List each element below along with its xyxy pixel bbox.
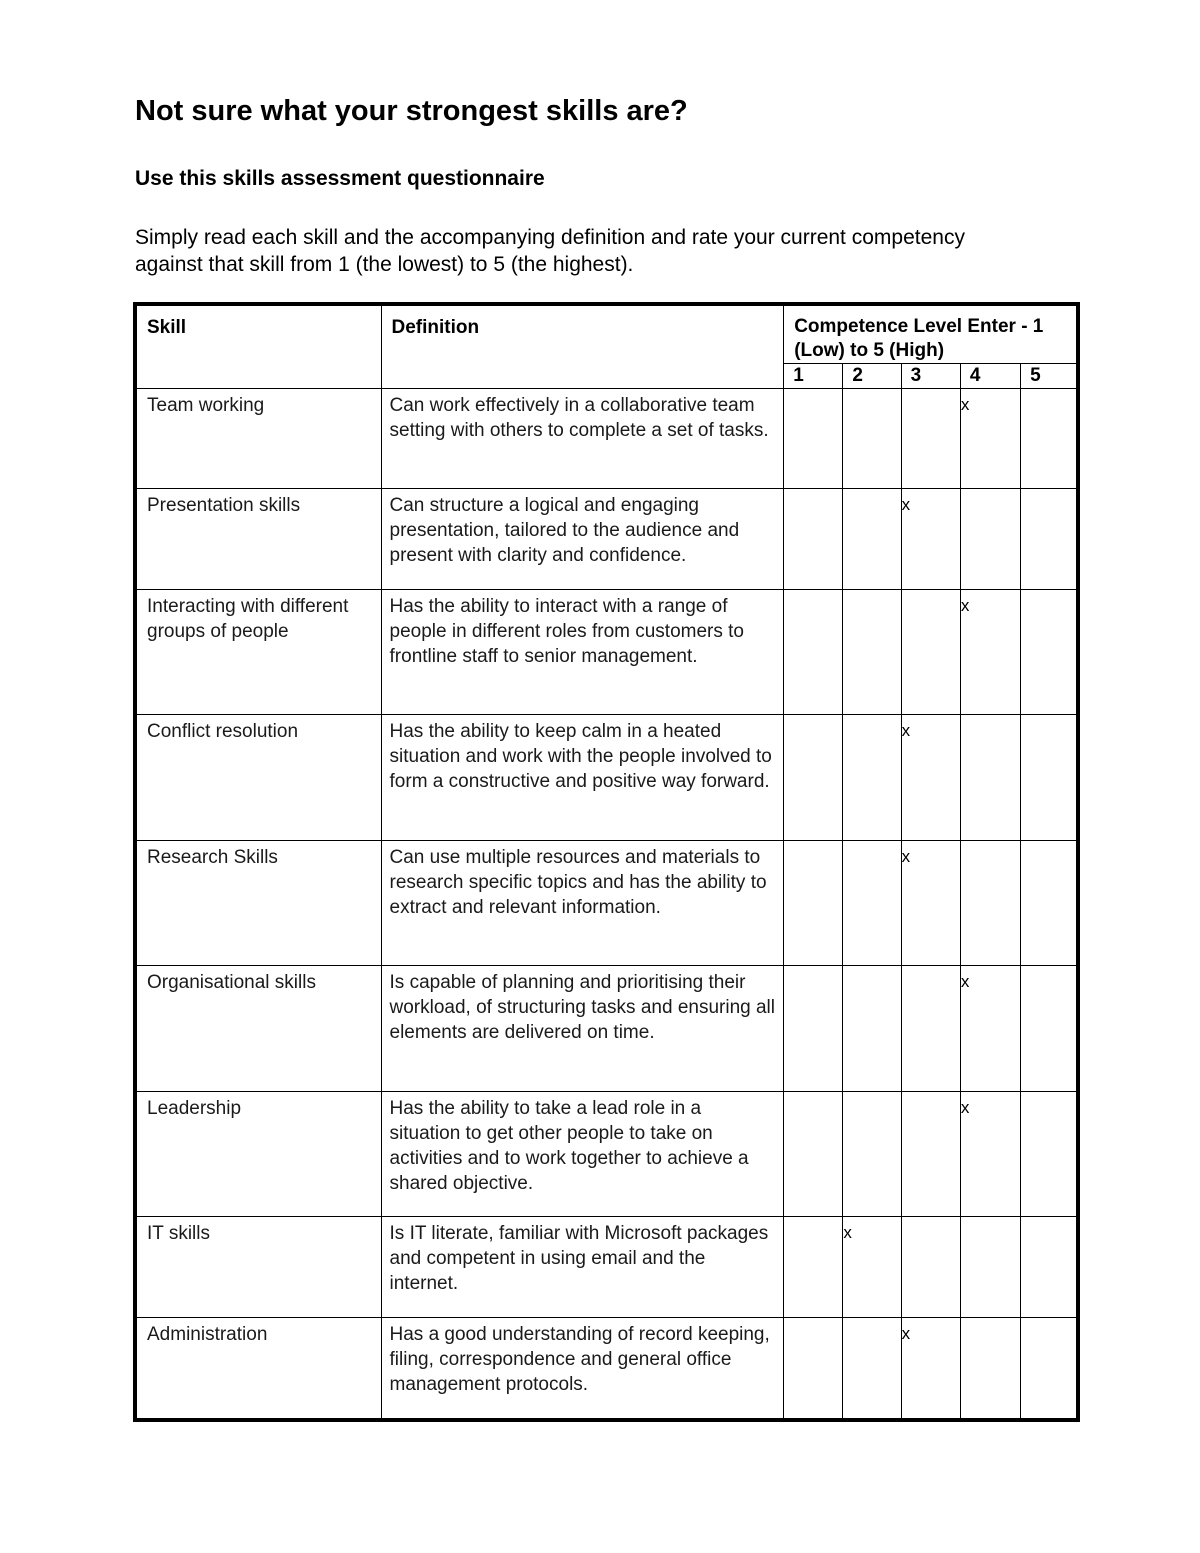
level-header-4: 4: [960, 364, 1020, 389]
rating-cell-3[interactable]: [901, 389, 960, 489]
table-row: [135, 966, 1078, 1092]
rating-cell-1[interactable]: [784, 389, 843, 489]
rating-mark: x: [960, 596, 970, 615]
header-definition: Definition: [381, 304, 784, 389]
rating-cell-2[interactable]: [843, 590, 901, 715]
table-row: [135, 841, 1078, 966]
skill-name: Conflict resolution: [135, 715, 381, 841]
level-header-5: 5: [1021, 364, 1078, 389]
rating-cell-3[interactable]: [901, 1092, 960, 1217]
skills-assessment-table: [133, 302, 1080, 1422]
rating-mark: x: [901, 847, 911, 866]
rating-mark: x: [960, 395, 970, 414]
table-row: [135, 489, 1078, 590]
skill-name: Administration: [135, 1318, 381, 1420]
rating-mark: x: [960, 972, 970, 991]
skill-definition: Has the ability to keep calm in a heated situation and work with the people involved to form a constructive and positive way forward.: [381, 715, 784, 841]
rating-cell-2[interactable]: [843, 1092, 901, 1217]
skill-definition: Can use multiple resources and materials to research specific topics and has the ability to extract and relevant information.: [381, 841, 784, 966]
rating-cell-1[interactable]: [784, 715, 843, 841]
rating-cell-5[interactable]: [1021, 489, 1078, 590]
rating-cell-1[interactable]: [784, 1217, 843, 1318]
rating-cell-3[interactable]: [901, 1217, 960, 1318]
rating-cell-2[interactable]: [843, 841, 901, 966]
rating-cell-3[interactable]: [901, 966, 960, 1092]
rating-cell-4[interactable]: [960, 715, 1020, 841]
rating-cell-1[interactable]: [784, 489, 843, 590]
intro-line-1: Simply read each skill and the accompanying definition and rate your current competency: [135, 226, 965, 249]
rating-mark: x: [843, 1223, 852, 1242]
table-row: [135, 1217, 1078, 1318]
rating-cell-5[interactable]: [1021, 841, 1078, 966]
rating-cell-4[interactable]: [960, 590, 1020, 715]
rating-cell-5[interactable]: [1021, 1092, 1078, 1217]
rating-cell-4[interactable]: [960, 966, 1020, 1092]
rating-mark: x: [960, 1098, 970, 1117]
table-row: [135, 1318, 1078, 1420]
rating-cell-5[interactable]: [1021, 1318, 1078, 1420]
skill-definition: Is IT literate, familiar with Microsoft packages and competent in using email and the internet.: [381, 1217, 784, 1318]
skill-definition: Is capable of planning and prioritising their workload, of structuring tasks and ensuring all elements are delivered on time.: [381, 966, 784, 1092]
rating-cell-1[interactable]: [784, 1092, 843, 1217]
skill-definition: Has the ability to interact with a range of people in different roles from customers to frontline staff to senior management.: [381, 590, 784, 715]
rating-cell-1[interactable]: [784, 841, 843, 966]
level-header-1: 1: [784, 364, 843, 389]
rating-cell-1[interactable]: [784, 1318, 843, 1420]
subtitle: Use this skills assessment questionnaire: [135, 167, 545, 190]
skill-definition: Has a good understanding of record keeping, filing, correspondence and general office management protocols.: [381, 1318, 784, 1420]
level-header-3: 3: [901, 364, 960, 389]
header-competence-level: Competence Level Enter - 1 (Low) to 5 (High): [784, 304, 1078, 364]
rating-cell-4[interactable]: [960, 489, 1020, 590]
rating-cell-2[interactable]: [843, 1217, 901, 1318]
rating-cell-4[interactable]: [960, 1318, 1020, 1420]
rating-mark: x: [901, 1324, 911, 1343]
rating-cell-4[interactable]: [960, 1217, 1020, 1318]
rating-cell-5[interactable]: [1021, 590, 1078, 715]
skill-name: Interacting with different groups of people: [135, 590, 381, 715]
table-row: [135, 1092, 1078, 1217]
skill-rows: [135, 389, 1078, 1420]
skill-definition: Can work effectively in a collaborative team setting with others to complete a set of tasks.: [381, 389, 784, 489]
level-header-2: 2: [843, 364, 901, 389]
rating-cell-4[interactable]: [960, 389, 1020, 489]
rating-cell-5[interactable]: [1021, 715, 1078, 841]
rating-cell-4[interactable]: [960, 1092, 1020, 1217]
rating-cell-2[interactable]: [843, 489, 901, 590]
rating-cell-5[interactable]: [1021, 389, 1078, 489]
rating-cell-1[interactable]: [784, 590, 843, 715]
rating-cell-5[interactable]: [1021, 1217, 1078, 1318]
rating-cell-5[interactable]: [1021, 966, 1078, 1092]
rating-cell-3[interactable]: [901, 489, 960, 590]
rating-cell-3[interactable]: [901, 841, 960, 966]
header-row: [135, 304, 1078, 364]
rating-cell-1[interactable]: [784, 966, 843, 1092]
rating-cell-4[interactable]: [960, 841, 1020, 966]
rating-mark: x: [901, 721, 911, 740]
skill-definition: Can structure a logical and engaging presentation, tailored to the audience and present with clarity and confidence.: [381, 489, 784, 590]
skill-name: Organisational skills: [135, 966, 381, 1092]
rating-cell-3[interactable]: [901, 590, 960, 715]
rating-cell-3[interactable]: [901, 1318, 960, 1420]
intro-paragraph: [135, 224, 1095, 278]
rating-cell-2[interactable]: [843, 389, 901, 489]
intro-line-2: against that skill from 1 (the lowest) to 5 (the highest).: [135, 253, 634, 276]
skill-name: IT skills: [135, 1217, 381, 1318]
skill-definition: Has the ability to take a lead role in a situation to get other people to take on activities and to work together to achieve a shared objective.: [381, 1092, 784, 1217]
skill-name: Team working: [135, 389, 381, 489]
rating-cell-2[interactable]: [843, 715, 901, 841]
table-row: [135, 389, 1078, 489]
rating-cell-3[interactable]: [901, 715, 960, 841]
table-row: [135, 590, 1078, 715]
skill-name: Leadership: [135, 1092, 381, 1217]
table-row: [135, 715, 1078, 841]
rating-cell-2[interactable]: [843, 966, 901, 1092]
skill-name: Research Skills: [135, 841, 381, 966]
rating-mark: x: [901, 495, 911, 514]
page-title: Not sure what your strongest skills are?: [135, 95, 688, 127]
header-skill: Skill: [135, 304, 381, 389]
rating-cell-2[interactable]: [843, 1318, 901, 1420]
skill-name: Presentation skills: [135, 489, 381, 590]
